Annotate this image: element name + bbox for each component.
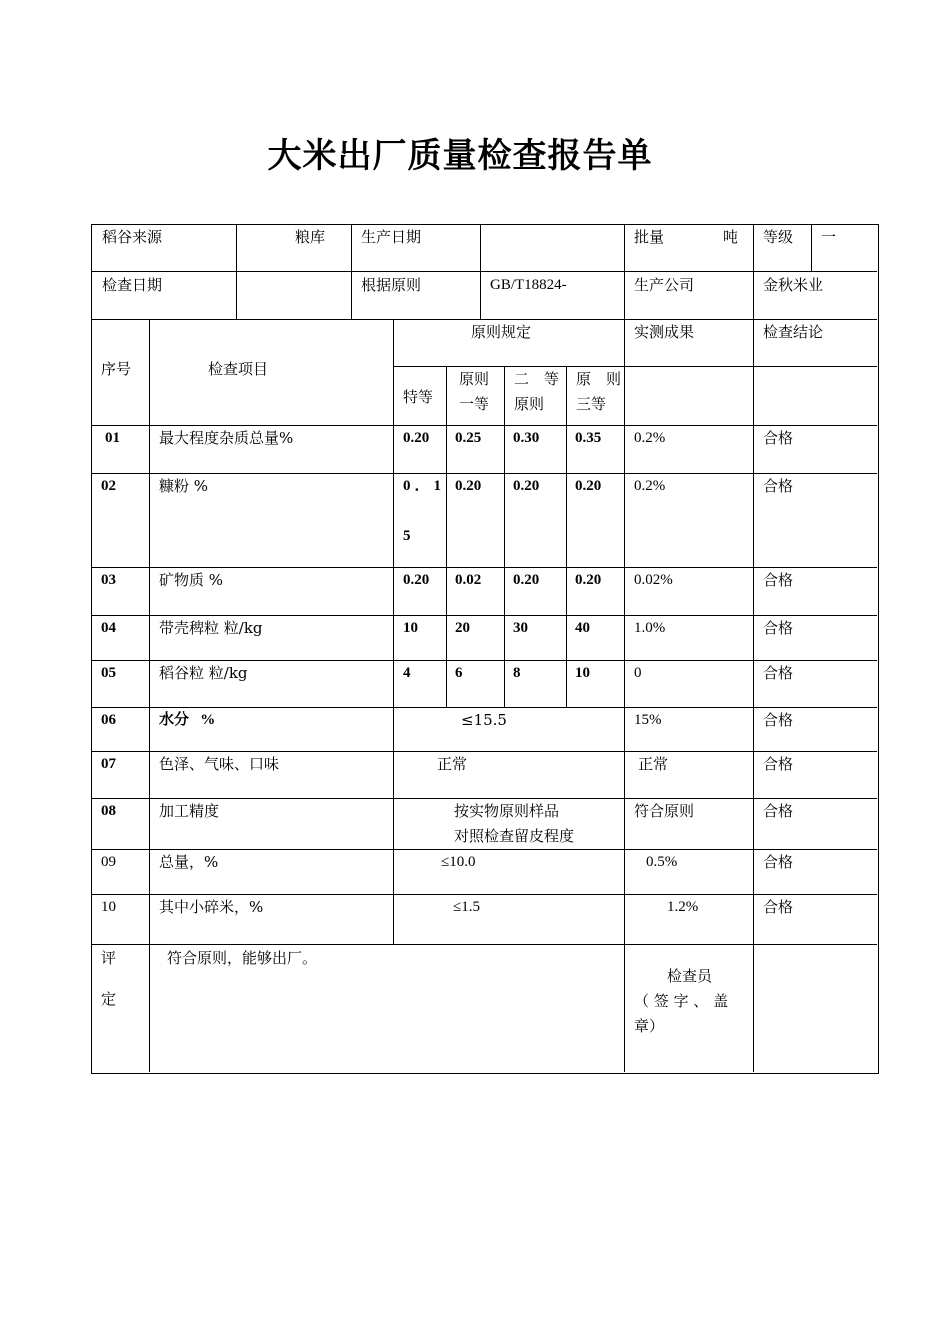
granary-label: 粮库 bbox=[295, 228, 326, 246]
row-result: 合格 bbox=[763, 664, 794, 682]
divider bbox=[393, 319, 394, 944]
row-special: 4 bbox=[403, 665, 411, 681]
col-seq: 序号 bbox=[101, 360, 132, 378]
row-measured: 符合原则 bbox=[634, 802, 695, 820]
row-measured: 0.5% bbox=[646, 854, 678, 870]
row-item: 带壳稗粒 粒/kg bbox=[159, 619, 263, 637]
row-second: 0.20 bbox=[513, 572, 540, 588]
divider bbox=[446, 366, 447, 707]
row-second: 0.20 bbox=[513, 478, 540, 494]
col-special: 特等 bbox=[403, 388, 434, 406]
divider bbox=[149, 319, 150, 1072]
company-value: 金秋米业 bbox=[763, 276, 824, 294]
row-first: 0.25 bbox=[455, 430, 482, 446]
col-first-a: 原则 bbox=[459, 370, 490, 388]
eval-text: 符合原则，能够出厂。 bbox=[167, 949, 318, 967]
grade-label: 等级 bbox=[763, 228, 794, 246]
inspector-signature-note-cont: 章） bbox=[634, 1017, 665, 1035]
row-second: 0.30 bbox=[513, 430, 540, 446]
row-special-cont: 5 bbox=[403, 528, 411, 544]
row-no: 08 bbox=[101, 803, 116, 819]
row-second: 30 bbox=[513, 620, 528, 636]
row-item: 水分 % bbox=[159, 712, 216, 728]
row-standard: 按实物原则样品 bbox=[454, 802, 560, 820]
divider bbox=[91, 271, 877, 272]
row-result: 合格 bbox=[763, 711, 794, 729]
divider bbox=[624, 319, 625, 1072]
divider bbox=[566, 366, 567, 707]
row-no: 01 bbox=[105, 430, 120, 446]
row-measured: 1.2% bbox=[667, 899, 699, 915]
row-item: 总量，% bbox=[159, 853, 219, 871]
row-standard: ≤15.5 bbox=[461, 711, 507, 729]
batch-label: 批量 bbox=[634, 228, 665, 246]
row-result: 合格 bbox=[763, 755, 794, 773]
inspector-signature-field[interactable] bbox=[754, 945, 876, 1071]
row-first: 6 bbox=[455, 665, 463, 681]
divider bbox=[624, 224, 625, 319]
row-measured: 0.2% bbox=[634, 430, 666, 446]
row-result: 合格 bbox=[763, 619, 794, 637]
eval-label: 评 bbox=[101, 949, 117, 967]
row-result: 合格 bbox=[763, 802, 794, 820]
row-standard: ≤1.5 bbox=[453, 899, 480, 915]
row-no: 04 bbox=[101, 620, 116, 636]
row-third: 0.35 bbox=[575, 430, 602, 446]
page-title: 大米出厂质量检查报告单 bbox=[267, 136, 653, 176]
row-item: 加工精度 bbox=[159, 802, 220, 820]
col-third-b: 三等 bbox=[576, 395, 607, 413]
divider bbox=[91, 473, 877, 474]
row-item: 其中小碎米，% bbox=[159, 898, 264, 916]
row-third: 10 bbox=[575, 665, 590, 681]
row-measured: 正常 bbox=[638, 755, 669, 773]
row-first: 0.20 bbox=[455, 478, 482, 494]
row-result: 合格 bbox=[763, 429, 794, 447]
col-item: 检查项目 bbox=[208, 360, 269, 378]
inspection-date-label: 检查日期 bbox=[102, 276, 163, 294]
col-conclusion: 检查结论 bbox=[763, 323, 824, 341]
divider bbox=[753, 224, 754, 319]
row-item: 矿物质 % bbox=[159, 571, 224, 589]
row-result: 合格 bbox=[763, 898, 794, 916]
row-no: 03 bbox=[101, 572, 116, 588]
row-standard-cont: 对照检查留皮程度 bbox=[454, 827, 575, 845]
col-first-b: 一等 bbox=[459, 395, 490, 413]
production-date-label: 生产日期 bbox=[361, 228, 422, 246]
row-measured: 0.02% bbox=[634, 572, 673, 588]
row-first: 0.02 bbox=[455, 572, 482, 588]
row-item: 最大程度杂质总量% bbox=[159, 429, 294, 447]
source-label: 稻谷来源 bbox=[102, 228, 163, 246]
divider bbox=[504, 366, 505, 707]
row-second: 8 bbox=[513, 665, 521, 681]
inspector-label: 检查员 bbox=[667, 967, 713, 985]
batch-unit: 吨 bbox=[723, 228, 739, 246]
divider bbox=[480, 224, 481, 319]
row-measured: 1.0% bbox=[634, 620, 666, 636]
row-third: 40 bbox=[575, 620, 590, 636]
row-result: 合格 bbox=[763, 477, 794, 495]
row-result: 合格 bbox=[763, 853, 794, 871]
grade-value: 一 bbox=[821, 228, 837, 246]
col-standard: 原则规定 bbox=[471, 323, 532, 341]
row-item: 糠粉 % bbox=[159, 477, 209, 495]
basis-label: 根据原则 bbox=[361, 276, 422, 294]
divider bbox=[811, 224, 812, 271]
row-measured: 0.2% bbox=[634, 478, 666, 494]
basis-value: GB/T18824- bbox=[490, 277, 567, 293]
company-label: 生产公司 bbox=[634, 276, 695, 294]
col-third-a: 原 则 bbox=[576, 370, 622, 388]
row-measured: 0 bbox=[634, 665, 642, 681]
row-item: 色泽、气味、口味 bbox=[159, 755, 280, 773]
row-measured: 15% bbox=[634, 712, 662, 728]
row-no: 09 bbox=[101, 854, 116, 870]
row-special: 10 bbox=[403, 620, 418, 636]
row-no: 06 bbox=[101, 712, 116, 728]
col-second-a: 二 等 bbox=[514, 370, 560, 388]
col-second-b: 原则 bbox=[514, 395, 545, 413]
row-third: 0.20 bbox=[575, 478, 602, 494]
row-result: 合格 bbox=[763, 571, 794, 589]
row-special: 0.20 bbox=[403, 572, 430, 588]
row-standard: ≤10.0 bbox=[441, 854, 476, 870]
row-no: 02 bbox=[101, 478, 116, 494]
row-no: 10 bbox=[101, 899, 116, 915]
row-special: 0．1 bbox=[403, 478, 446, 494]
row-third: 0.20 bbox=[575, 572, 602, 588]
row-first: 20 bbox=[455, 620, 470, 636]
eval-label-cont: 定 bbox=[101, 990, 117, 1008]
row-no: 07 bbox=[101, 756, 116, 772]
col-measured: 实测成果 bbox=[634, 323, 695, 341]
row-special: 0.20 bbox=[403, 430, 430, 446]
inspector-signature-note: （ 签 字 、 盖 bbox=[634, 992, 729, 1010]
row-item: 稻谷粒 粒/kg bbox=[159, 664, 248, 682]
row-standard: 正常 bbox=[437, 755, 468, 773]
divider bbox=[351, 224, 352, 319]
row-no: 05 bbox=[101, 665, 116, 681]
divider bbox=[236, 224, 237, 319]
